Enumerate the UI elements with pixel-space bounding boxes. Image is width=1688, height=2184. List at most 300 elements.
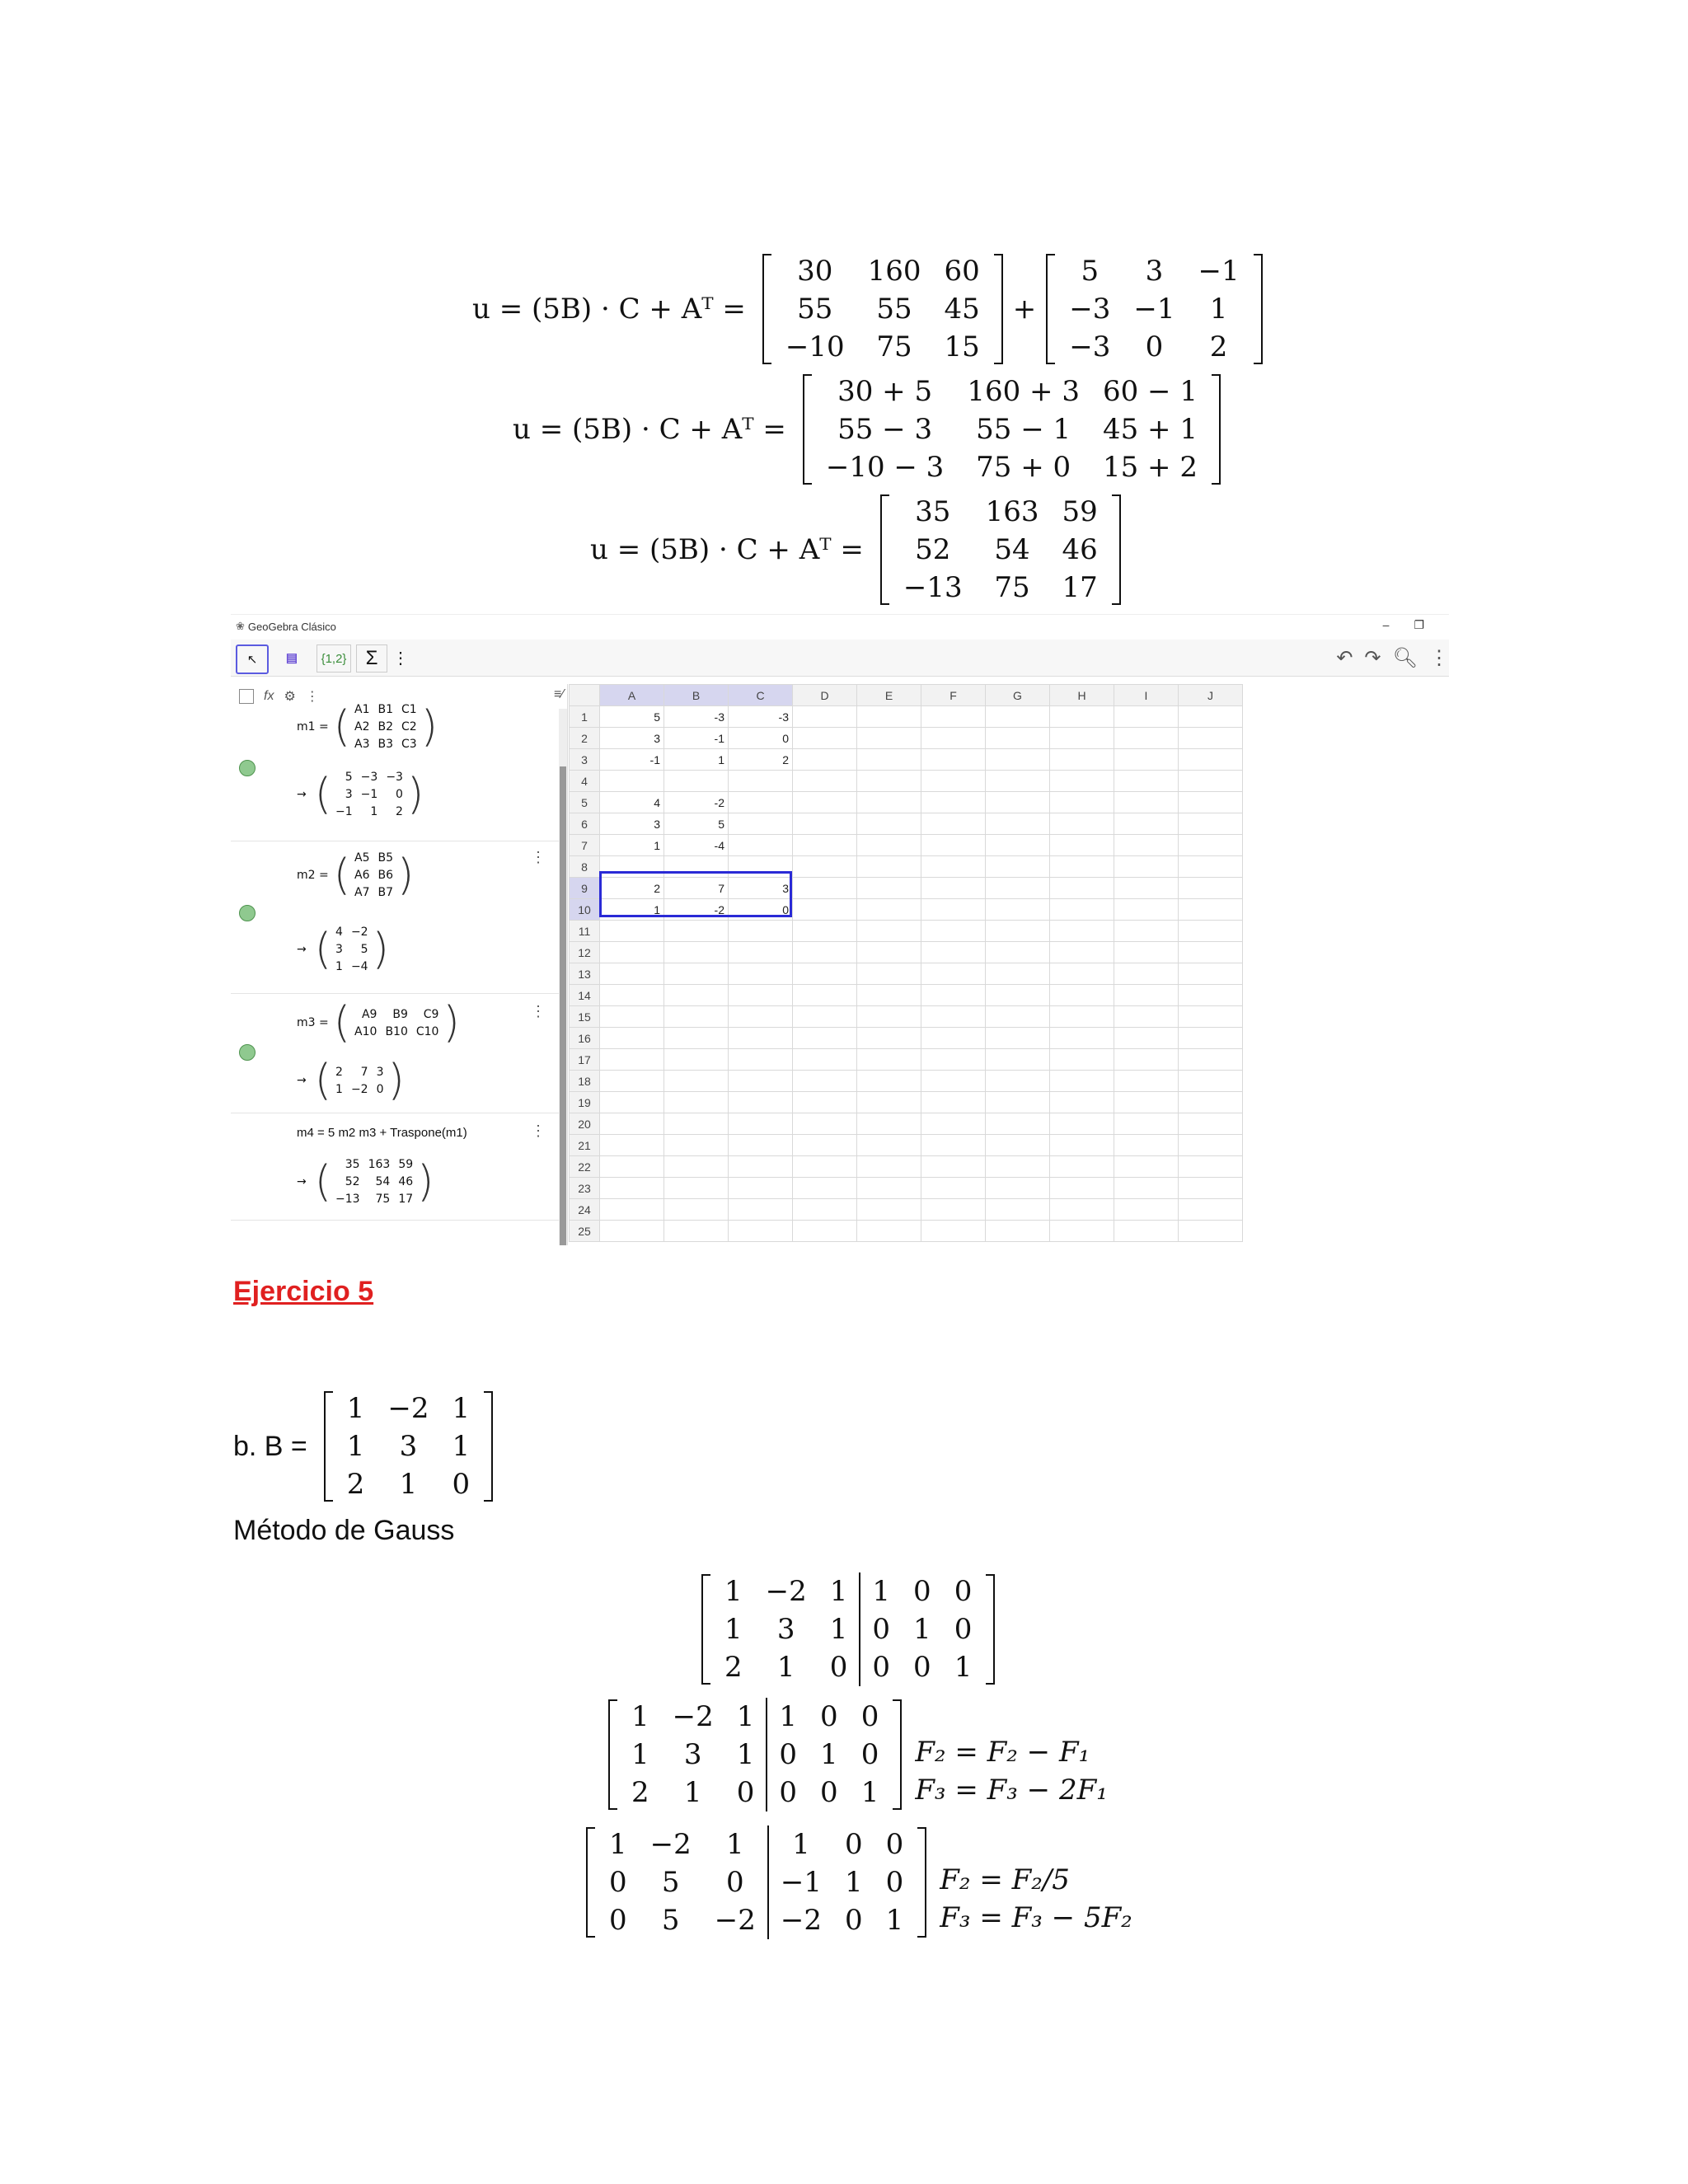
more-icon[interactable]: ⋮ xyxy=(305,690,319,704)
spreadsheet-cell[interactable] xyxy=(986,706,1050,728)
spreadsheet-cell[interactable] xyxy=(857,942,921,963)
spreadsheet-cell[interactable]: 5 xyxy=(664,813,729,835)
spreadsheet-cell[interactable] xyxy=(1114,985,1179,1006)
spreadsheet-cell[interactable] xyxy=(729,792,793,813)
spreadsheet-cell[interactable] xyxy=(921,771,986,792)
spreadsheet-cell[interactable] xyxy=(1179,749,1243,771)
spreadsheet-cell[interactable] xyxy=(986,856,1050,878)
spreadsheet-cell[interactable] xyxy=(1050,1221,1114,1242)
spreadsheet-cell[interactable] xyxy=(1050,706,1114,728)
spreadsheet-cell[interactable] xyxy=(1179,856,1243,878)
spreadsheet-cell[interactable] xyxy=(1179,1028,1243,1049)
spreadsheet-cell[interactable] xyxy=(921,835,986,856)
spreadsheet-cell[interactable]: 3 xyxy=(600,813,664,835)
spreadsheet-cell[interactable] xyxy=(729,1113,793,1135)
spreadsheet-cell[interactable] xyxy=(857,1006,921,1028)
spreadsheet-cell[interactable] xyxy=(664,1092,729,1113)
spreadsheet-cell[interactable] xyxy=(1179,1178,1243,1199)
spreadsheet-cell[interactable] xyxy=(600,1006,664,1028)
spreadsheet-cell[interactable] xyxy=(986,1199,1050,1221)
spreadsheet-cell[interactable] xyxy=(1179,771,1243,792)
spreadsheet-cell[interactable] xyxy=(1114,1135,1179,1156)
row-header[interactable]: 9 xyxy=(570,878,600,899)
spreadsheet-cell[interactable] xyxy=(986,1071,1050,1092)
spreadsheet-cell[interactable] xyxy=(986,749,1050,771)
spreadsheet-cell[interactable] xyxy=(921,985,986,1006)
spreadsheet-cell[interactable] xyxy=(921,921,986,942)
spreadsheet-cell[interactable] xyxy=(664,963,729,985)
spreadsheet-cell[interactable] xyxy=(857,728,921,749)
visibility-toggle-icon[interactable] xyxy=(239,760,256,776)
spreadsheet-cell[interactable] xyxy=(793,878,857,899)
spreadsheet-cell[interactable] xyxy=(1050,1028,1114,1049)
spreadsheet-cell[interactable] xyxy=(857,771,921,792)
spreadsheet-cell[interactable] xyxy=(793,1006,857,1028)
search-icon[interactable]: 🔍︎ xyxy=(1392,647,1418,669)
spreadsheet-cell[interactable] xyxy=(600,921,664,942)
spreadsheet-cell[interactable] xyxy=(664,985,729,1006)
spreadsheet-cell[interactable] xyxy=(921,942,986,963)
spreadsheet-cell[interactable] xyxy=(986,1135,1050,1156)
spreadsheet-cell[interactable] xyxy=(857,899,921,921)
sum-tool-button[interactable] xyxy=(356,644,387,673)
spreadsheet-cell[interactable] xyxy=(1050,1135,1114,1156)
spreadsheet-cell[interactable] xyxy=(1114,856,1179,878)
spreadsheet-cell[interactable] xyxy=(664,1049,729,1071)
spreadsheet-cell[interactable] xyxy=(664,1199,729,1221)
spreadsheet-cell[interactable] xyxy=(857,856,921,878)
spreadsheet-cell[interactable] xyxy=(1114,1092,1179,1113)
row-header[interactable]: 5 xyxy=(570,792,600,813)
spreadsheet-cell[interactable]: -4 xyxy=(664,835,729,856)
spreadsheet-cell[interactable] xyxy=(793,899,857,921)
spreadsheet-cell[interactable]: 0 xyxy=(729,899,793,921)
spreadsheet-cell[interactable] xyxy=(1050,771,1114,792)
spreadsheet-cell[interactable] xyxy=(1179,899,1243,921)
spreadsheet-cell[interactable] xyxy=(664,771,729,792)
spreadsheet-cell[interactable] xyxy=(729,985,793,1006)
spreadsheet-cell[interactable]: 1 xyxy=(600,899,664,921)
spreadsheet-cell[interactable] xyxy=(1114,771,1179,792)
spreadsheet-cell[interactable] xyxy=(664,1006,729,1028)
spreadsheet-cell[interactable] xyxy=(729,1135,793,1156)
column-header[interactable]: J xyxy=(1179,685,1243,706)
spreadsheet-cell[interactable] xyxy=(729,1092,793,1113)
spreadsheet-cell[interactable] xyxy=(729,921,793,942)
spreadsheet-cell[interactable] xyxy=(1179,1199,1243,1221)
spreadsheet-cell[interactable] xyxy=(1050,835,1114,856)
spreadsheet-cell[interactable] xyxy=(1179,921,1243,942)
spreadsheet-cell[interactable] xyxy=(729,856,793,878)
spreadsheet-cell[interactable] xyxy=(921,792,986,813)
spreadsheet-cell[interactable] xyxy=(600,1178,664,1199)
spreadsheet-cell[interactable] xyxy=(1114,1006,1179,1028)
spreadsheet-cell[interactable] xyxy=(921,1028,986,1049)
spreadsheet-cell[interactable] xyxy=(793,921,857,942)
spreadsheet-cell[interactable] xyxy=(986,963,1050,985)
spreadsheet-cell[interactable] xyxy=(986,1092,1050,1113)
spreadsheet-cell[interactable] xyxy=(921,1092,986,1113)
spreadsheet-cell[interactable] xyxy=(1179,1092,1243,1113)
row-header[interactable]: 14 xyxy=(570,985,600,1006)
more-icon[interactable]: ⋮ xyxy=(531,849,546,865)
row-header[interactable]: 13 xyxy=(570,963,600,985)
spreadsheet-cell[interactable] xyxy=(793,1049,857,1071)
spreadsheet-cell[interactable] xyxy=(793,728,857,749)
spreadsheet-cell[interactable] xyxy=(1114,942,1179,963)
spreadsheet-cell[interactable] xyxy=(1050,963,1114,985)
spreadsheet-cell[interactable] xyxy=(1114,1221,1179,1242)
column-header[interactable]: D xyxy=(793,685,857,706)
spreadsheet-cell[interactable] xyxy=(600,1092,664,1113)
spreadsheet-cell[interactable] xyxy=(1050,1199,1114,1221)
spreadsheet-cell[interactable] xyxy=(1179,1071,1243,1092)
spreadsheet-cell[interactable] xyxy=(793,1092,857,1113)
spreadsheet-cell[interactable] xyxy=(857,1199,921,1221)
row-header[interactable]: 7 xyxy=(570,835,600,856)
row-header[interactable]: 3 xyxy=(570,749,600,771)
spreadsheet-cell[interactable] xyxy=(729,813,793,835)
scrollbar-thumb[interactable] xyxy=(560,766,566,1245)
spreadsheet-cell[interactable] xyxy=(1050,1049,1114,1071)
row-header[interactable]: 2 xyxy=(570,728,600,749)
spreadsheet-cell[interactable] xyxy=(1050,942,1114,963)
spreadsheet-cell[interactable] xyxy=(921,706,986,728)
spreadsheet-cell[interactable] xyxy=(664,1156,729,1178)
spreadsheet-cell[interactable] xyxy=(600,1028,664,1049)
spreadsheet-cell[interactable] xyxy=(1050,749,1114,771)
spreadsheet-cell[interactable] xyxy=(793,856,857,878)
spreadsheet-cell[interactable] xyxy=(664,1113,729,1135)
spreadsheet-cell[interactable] xyxy=(1050,1092,1114,1113)
spreadsheet-cell[interactable] xyxy=(729,835,793,856)
spreadsheet-cell[interactable] xyxy=(1114,706,1179,728)
row-header[interactable]: 16 xyxy=(570,1028,600,1049)
spreadsheet-cell[interactable] xyxy=(729,963,793,985)
spreadsheet-cell[interactable] xyxy=(986,1178,1050,1199)
spreadsheet-cell[interactable] xyxy=(986,1049,1050,1071)
spreadsheet-cell[interactable] xyxy=(1050,985,1114,1006)
row-header[interactable]: 8 xyxy=(570,856,600,878)
spreadsheet-cell[interactable] xyxy=(1050,1071,1114,1092)
spreadsheet-cell[interactable]: 1 xyxy=(600,835,664,856)
spreadsheet-cell[interactable] xyxy=(1179,942,1243,963)
restore-icon[interactable]: ❐ xyxy=(1414,618,1424,631)
spreadsheet-cell[interactable] xyxy=(1114,899,1179,921)
spreadsheet-cell[interactable] xyxy=(793,1113,857,1135)
spreadsheet-cell[interactable]: 4 xyxy=(600,792,664,813)
spreadsheet-cell[interactable] xyxy=(986,985,1050,1006)
spreadsheet-cell[interactable] xyxy=(986,1221,1050,1242)
spreadsheet-cell[interactable] xyxy=(1179,1221,1243,1242)
spreadsheet-cell[interactable]: 2 xyxy=(600,878,664,899)
spreadsheet-cell[interactable] xyxy=(1179,1135,1243,1156)
spreadsheet-cell[interactable] xyxy=(986,921,1050,942)
spreadsheet-cell[interactable] xyxy=(1050,728,1114,749)
equation-style-icon[interactable]: ≡∕ xyxy=(553,687,564,701)
spreadsheet-cell[interactable] xyxy=(1114,1028,1179,1049)
spreadsheet-cell[interactable] xyxy=(1114,835,1179,856)
spreadsheet-cell[interactable] xyxy=(1050,921,1114,942)
spreadsheet-cell[interactable] xyxy=(1114,1049,1179,1071)
spreadsheet-cell[interactable] xyxy=(664,1178,729,1199)
spreadsheet-cell[interactable] xyxy=(1179,1156,1243,1178)
row-header[interactable]: 19 xyxy=(570,1092,600,1113)
spreadsheet-cell[interactable] xyxy=(600,771,664,792)
row-header[interactable]: 25 xyxy=(570,1221,600,1242)
spreadsheet-cell[interactable] xyxy=(986,835,1050,856)
spreadsheet-cell[interactable] xyxy=(1179,878,1243,899)
spreadsheet-cell[interactable] xyxy=(729,1006,793,1028)
row-header[interactable]: 23 xyxy=(570,1178,600,1199)
algebra-entry-m2[interactable] xyxy=(231,841,560,994)
spreadsheet-cell[interactable] xyxy=(664,1071,729,1092)
row-header[interactable]: 10 xyxy=(570,899,600,921)
spreadsheet-cell[interactable] xyxy=(857,1028,921,1049)
spreadsheet-cell[interactable] xyxy=(1179,1049,1243,1071)
spreadsheet-cell[interactable] xyxy=(986,792,1050,813)
spreadsheet-cell[interactable] xyxy=(793,749,857,771)
spreadsheet-cell[interactable] xyxy=(1179,706,1243,728)
spreadsheet-cell[interactable] xyxy=(729,1028,793,1049)
spreadsheet-cell[interactable] xyxy=(664,1135,729,1156)
spreadsheet-cell[interactable]: -3 xyxy=(729,706,793,728)
spreadsheet-cell[interactable] xyxy=(600,1049,664,1071)
spreadsheet-cell[interactable] xyxy=(1179,792,1243,813)
column-header[interactable]: I xyxy=(1114,685,1179,706)
spreadsheet-cell[interactable]: 5 xyxy=(600,706,664,728)
spreadsheet-cell[interactable] xyxy=(857,706,921,728)
spreadsheet-cell[interactable] xyxy=(1050,1178,1114,1199)
spreadsheet-cell[interactable] xyxy=(857,1049,921,1071)
spreadsheet-cell[interactable] xyxy=(1050,878,1114,899)
spreadsheet-cell[interactable] xyxy=(857,1135,921,1156)
chart-tool-button[interactable] xyxy=(277,644,307,671)
row-header[interactable]: 6 xyxy=(570,813,600,835)
spreadsheet-cell[interactable] xyxy=(793,1199,857,1221)
row-header[interactable]: 11 xyxy=(570,921,600,942)
spreadsheet-cell[interactable] xyxy=(664,856,729,878)
spreadsheet-cell[interactable]: 7 xyxy=(664,878,729,899)
spreadsheet-cell[interactable] xyxy=(1114,921,1179,942)
spreadsheet-cell[interactable] xyxy=(600,856,664,878)
spreadsheet-cell[interactable] xyxy=(793,1221,857,1242)
spreadsheet-cell[interactable] xyxy=(1114,728,1179,749)
spreadsheet-cell[interactable] xyxy=(986,728,1050,749)
spreadsheet-cell[interactable] xyxy=(921,1006,986,1028)
row-header[interactable]: 22 xyxy=(570,1156,600,1178)
spreadsheet-cell[interactable] xyxy=(729,1071,793,1092)
spreadsheet-cell[interactable] xyxy=(600,1221,664,1242)
spreadsheet-cell[interactable] xyxy=(1114,878,1179,899)
spreadsheet-cell[interactable] xyxy=(921,749,986,771)
spreadsheet-cell[interactable] xyxy=(793,1178,857,1199)
spreadsheet-cell[interactable] xyxy=(793,813,857,835)
menu-icon[interactable]: ⋮ xyxy=(1429,647,1449,669)
spreadsheet-cell[interactable] xyxy=(793,1135,857,1156)
algebra-scrollbar[interactable] xyxy=(559,709,567,1245)
spreadsheet-cell[interactable] xyxy=(600,1156,664,1178)
spreadsheet-cell[interactable] xyxy=(921,899,986,921)
spreadsheet-cell[interactable] xyxy=(600,1071,664,1092)
spreadsheet-cell[interactable] xyxy=(1179,813,1243,835)
list-tool-button[interactable] xyxy=(316,644,351,673)
spreadsheet-cell[interactable] xyxy=(921,1156,986,1178)
spreadsheet-cell[interactable]: 1 xyxy=(664,749,729,771)
spreadsheet-cell[interactable] xyxy=(857,1221,921,1242)
spreadsheet-cell[interactable] xyxy=(857,835,921,856)
spreadsheet-cell[interactable] xyxy=(1114,749,1179,771)
spreadsheet-cell[interactable]: 2 xyxy=(729,749,793,771)
spreadsheet-cell[interactable] xyxy=(600,1113,664,1135)
spreadsheet-cell[interactable] xyxy=(793,1028,857,1049)
spreadsheet-cell[interactable] xyxy=(986,878,1050,899)
spreadsheet-cell[interactable] xyxy=(793,706,857,728)
spreadsheet-cell[interactable] xyxy=(1179,1006,1243,1028)
spreadsheet-cell[interactable] xyxy=(729,1049,793,1071)
spreadsheet-cell[interactable] xyxy=(664,942,729,963)
spreadsheet-cell[interactable] xyxy=(1050,1113,1114,1135)
spreadsheet-cell[interactable] xyxy=(729,1199,793,1221)
more-tools-button[interactable] xyxy=(392,644,409,671)
spreadsheet-cell[interactable] xyxy=(1114,1178,1179,1199)
row-header[interactable]: 4 xyxy=(570,771,600,792)
spreadsheet-cell[interactable] xyxy=(857,1113,921,1135)
spreadsheet-cell[interactable] xyxy=(1050,899,1114,921)
spreadsheet-cell[interactable] xyxy=(664,1221,729,1242)
spreadsheet-cell[interactable] xyxy=(986,1028,1050,1049)
spreadsheet-cell[interactable] xyxy=(857,813,921,835)
spreadsheet-cell[interactable] xyxy=(857,963,921,985)
spreadsheet-cell[interactable] xyxy=(1050,792,1114,813)
spreadsheet-cell[interactable] xyxy=(857,985,921,1006)
spreadsheet-cell[interactable] xyxy=(986,1006,1050,1028)
column-header[interactable]: E xyxy=(857,685,921,706)
spreadsheet-cell[interactable] xyxy=(986,899,1050,921)
row-header[interactable]: 18 xyxy=(570,1071,600,1092)
redo-icon[interactable]: ↷ xyxy=(1364,647,1381,669)
spreadsheet-cell[interactable] xyxy=(793,771,857,792)
spreadsheet-cell[interactable] xyxy=(793,942,857,963)
gear-icon[interactable]: ⚙ xyxy=(284,690,296,704)
more-icon[interactable]: ⋮ xyxy=(531,1122,546,1139)
spreadsheet-cell[interactable] xyxy=(921,878,986,899)
undo-icon[interactable]: ↶ xyxy=(1336,647,1353,669)
spreadsheet-cell[interactable] xyxy=(921,728,986,749)
spreadsheet-cell[interactable] xyxy=(600,1135,664,1156)
row-header[interactable]: 1 xyxy=(570,706,600,728)
minimize-icon[interactable]: – xyxy=(1382,618,1390,631)
spreadsheet-cell[interactable] xyxy=(921,1135,986,1156)
spreadsheet-cell[interactable]: -2 xyxy=(664,899,729,921)
row-header[interactable]: 24 xyxy=(570,1199,600,1221)
spreadsheet-cell[interactable] xyxy=(1050,813,1114,835)
spreadsheet-cell[interactable] xyxy=(857,1178,921,1199)
spreadsheet-cell[interactable]: -1 xyxy=(600,749,664,771)
move-tool-button[interactable] xyxy=(236,644,269,674)
spreadsheet-cell[interactable] xyxy=(857,1156,921,1178)
spreadsheet-cell[interactable] xyxy=(793,792,857,813)
spreadsheet-cell[interactable] xyxy=(857,749,921,771)
spreadsheet-cell[interactable] xyxy=(1050,1006,1114,1028)
spreadsheet-cell[interactable] xyxy=(921,813,986,835)
spreadsheet-cell[interactable] xyxy=(857,792,921,813)
spreadsheet-cell[interactable]: 3 xyxy=(600,728,664,749)
algebra-entry-m1[interactable] xyxy=(231,701,560,841)
spreadsheet-cell[interactable] xyxy=(857,878,921,899)
spreadsheet-cell[interactable] xyxy=(1114,1113,1179,1135)
spreadsheet-cell[interactable] xyxy=(793,963,857,985)
column-header[interactable]: B xyxy=(664,685,729,706)
spreadsheet-cell[interactable] xyxy=(986,813,1050,835)
row-header[interactable]: 15 xyxy=(570,1006,600,1028)
spreadsheet-cell[interactable]: -1 xyxy=(664,728,729,749)
spreadsheet-cell[interactable] xyxy=(1114,1071,1179,1092)
spreadsheet-cell[interactable] xyxy=(1050,1156,1114,1178)
spreadsheet-cell[interactable] xyxy=(729,1178,793,1199)
column-header[interactable]: G xyxy=(986,685,1050,706)
spreadsheet-cell[interactable] xyxy=(793,985,857,1006)
spreadsheet-cell[interactable] xyxy=(921,856,986,878)
spreadsheet-cell[interactable] xyxy=(1114,1199,1179,1221)
spreadsheet-cell[interactable] xyxy=(921,1199,986,1221)
spreadsheet-cell[interactable] xyxy=(1179,835,1243,856)
spreadsheet-cell[interactable]: 3 xyxy=(729,878,793,899)
column-header[interactable]: A xyxy=(600,685,664,706)
spreadsheet-cell[interactable] xyxy=(921,1113,986,1135)
column-header[interactable]: C xyxy=(729,685,793,706)
spreadsheet-cell[interactable] xyxy=(921,1049,986,1071)
spreadsheet-cell[interactable] xyxy=(986,1113,1050,1135)
spreadsheet-cell[interactable] xyxy=(600,1199,664,1221)
spreadsheet-cell[interactable] xyxy=(664,921,729,942)
spreadsheet-cell[interactable] xyxy=(857,1071,921,1092)
spreadsheet-cell[interactable] xyxy=(1179,728,1243,749)
spreadsheet-cell[interactable] xyxy=(921,1071,986,1092)
spreadsheet-cell[interactable] xyxy=(921,963,986,985)
spreadsheet-cell[interactable] xyxy=(1179,985,1243,1006)
column-header[interactable]: F xyxy=(921,685,986,706)
spreadsheet-cell[interactable] xyxy=(600,985,664,1006)
column-header[interactable]: H xyxy=(1050,685,1114,706)
spreadsheet-cell[interactable] xyxy=(600,963,664,985)
spreadsheet-cell[interactable] xyxy=(1114,792,1179,813)
more-icon[interactable]: ⋮ xyxy=(531,1003,546,1019)
spreadsheet-cell[interactable] xyxy=(729,1221,793,1242)
row-header[interactable]: 20 xyxy=(570,1113,600,1135)
spreadsheet-cell[interactable] xyxy=(921,1178,986,1199)
spreadsheet-cell[interactable] xyxy=(1114,1156,1179,1178)
spreadsheet-cell[interactable] xyxy=(1050,856,1114,878)
spreadsheet-cell[interactable] xyxy=(664,1028,729,1049)
spreadsheet-cell[interactable] xyxy=(986,942,1050,963)
spreadsheet-cell[interactable] xyxy=(729,942,793,963)
spreadsheet-cell[interactable] xyxy=(1179,963,1243,985)
spreadsheet-cell[interactable] xyxy=(600,942,664,963)
row-header[interactable]: 21 xyxy=(570,1135,600,1156)
spreadsheet-cell[interactable] xyxy=(793,835,857,856)
spreadsheet-cell[interactable] xyxy=(793,1071,857,1092)
spreadsheet-cell[interactable] xyxy=(986,771,1050,792)
spreadsheet-cell[interactable] xyxy=(793,1156,857,1178)
spreadsheet-cell[interactable]: -3 xyxy=(664,706,729,728)
spreadsheet-cell[interactable] xyxy=(1114,963,1179,985)
spreadsheet-cell[interactable] xyxy=(1114,813,1179,835)
algebra-entry-m4[interactable] xyxy=(231,1113,560,1221)
spreadsheet-cell[interactable] xyxy=(857,1092,921,1113)
visibility-toggle-icon[interactable] xyxy=(239,1044,256,1061)
spreadsheet-cell[interactable] xyxy=(921,1221,986,1242)
